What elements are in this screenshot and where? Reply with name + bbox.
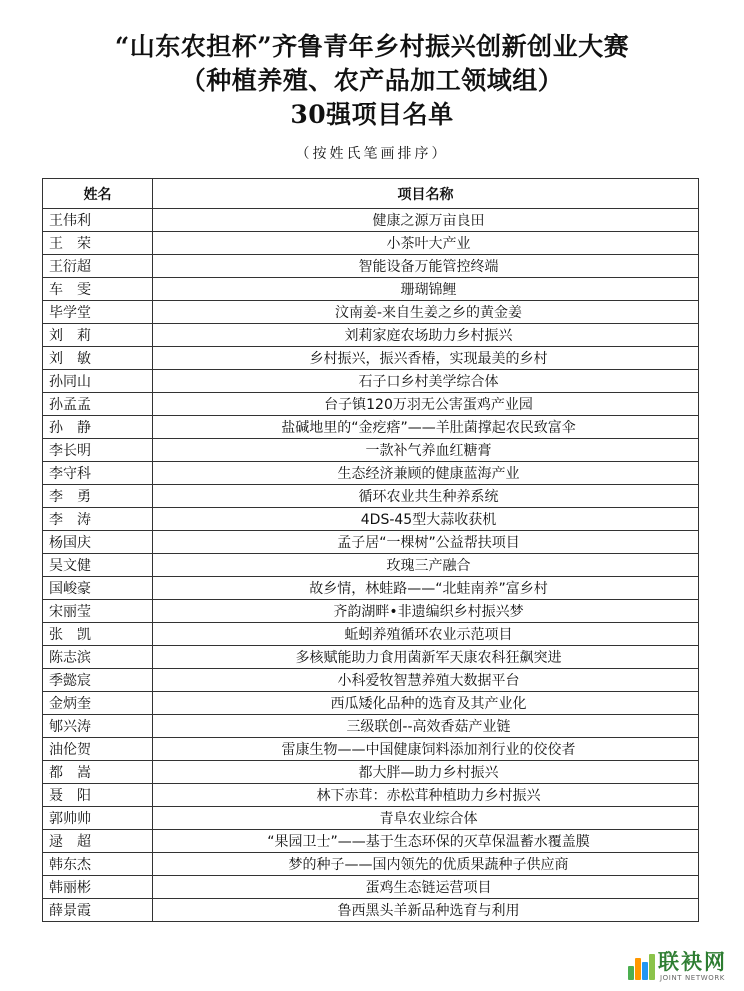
logo-bar — [628, 966, 634, 980]
row-name: 王伟利 — [43, 209, 153, 232]
table-row — [43, 623, 699, 646]
row-project: 林下赤茸：赤松茸种植助力乡村振兴 — [153, 784, 699, 807]
row-project: 蚯蚓养殖循环农业示范项目 — [153, 623, 699, 646]
row-name: 王 荣 — [43, 232, 153, 255]
table-row — [43, 853, 699, 876]
table-row — [43, 485, 699, 508]
logo-bar — [649, 954, 655, 980]
table-row — [43, 531, 699, 554]
row-project: 蛋鸡生态链运营项目 — [153, 876, 699, 899]
row-project: 刘莉家庭农场助力乡村振兴 — [153, 324, 699, 347]
project-table — [42, 178, 699, 922]
row-project: 鲁西黑头羊新品种选育与利用 — [153, 899, 699, 922]
row-project: 健康之源万亩良田 — [153, 209, 699, 232]
table-body — [43, 209, 699, 922]
row-name: 国峻豪 — [43, 577, 153, 600]
row-name: 刘 敏 — [43, 347, 153, 370]
logo-bar — [642, 962, 648, 980]
row-project: 孟子居“一棵树”公益帮扶项目 — [153, 531, 699, 554]
table-row — [43, 784, 699, 807]
row-project: 雷康生物——中国健康饲料添加剂行业的佼佼者 — [153, 738, 699, 761]
table-row — [43, 830, 699, 853]
row-name: 孙 静 — [43, 416, 153, 439]
table-row — [43, 577, 699, 600]
table-row — [43, 278, 699, 301]
row-project: 故乡情，林蛙路——“北蛙南养”富乡村 — [153, 577, 699, 600]
table-row — [43, 738, 699, 761]
table-row — [43, 692, 699, 715]
row-project: 生态经济兼顾的健康蓝海产业 — [153, 462, 699, 485]
row-project: 多核赋能助力食用菌新军天康农科狂飙突进 — [153, 646, 699, 669]
table-row — [43, 761, 699, 784]
row-name: 李守科 — [43, 462, 153, 485]
row-name: 刘 莉 — [43, 324, 153, 347]
row-name: 孙同山 — [43, 370, 153, 393]
watermark-subtext: JOINT NETWORK — [660, 974, 725, 982]
row-name: 韩东杰 — [43, 853, 153, 876]
table-row — [43, 554, 699, 577]
title-line-3: 30强项目名单 — [290, 100, 454, 129]
row-project: 三级联创--高效香菇产业链 — [153, 715, 699, 738]
table-row — [43, 255, 699, 278]
title-line-2: （种植养殖、农产品加工领域组） — [180, 66, 564, 95]
row-project: 青阜农业综合体 — [153, 807, 699, 830]
table-row — [43, 209, 699, 232]
table-row — [43, 876, 699, 899]
row-project: 台子镇120万羽无公害蛋鸡产业园 — [153, 393, 699, 416]
table-row — [43, 807, 699, 830]
row-name: 油伦贺 — [43, 738, 153, 761]
row-project: 乡村振兴，振兴香椿，实现最美的乡村 — [153, 347, 699, 370]
row-project: 珊瑚锦鲤 — [153, 278, 699, 301]
row-name: 李 勇 — [43, 485, 153, 508]
table-row — [43, 393, 699, 416]
table-row — [43, 899, 699, 922]
sort-note: （按姓氏笔画排序） — [295, 146, 449, 162]
row-project: 梦的种子——国内领先的优质果蔬种子供应商 — [153, 853, 699, 876]
table-row — [43, 715, 699, 738]
header-name: 姓名 — [43, 179, 153, 209]
table-row — [43, 669, 699, 692]
table-row — [43, 370, 699, 393]
table-row — [43, 347, 699, 370]
table-row — [43, 232, 699, 255]
row-project: 盐碱地里的“金疙瘩”——羊肚菌撑起农民致富伞 — [153, 416, 699, 439]
row-name: 聂 阳 — [43, 784, 153, 807]
row-project: 齐韵湖畔•非遗编织乡村振兴梦 — [153, 600, 699, 623]
table-row — [43, 600, 699, 623]
row-name: 郇兴涛 — [43, 715, 153, 738]
title-block — [0, 30, 744, 132]
row-project: 石子口乡村美学综合体 — [153, 370, 699, 393]
row-project: 西瓜矮化品种的选育及其产业化 — [153, 692, 699, 715]
row-project: 都大胖—助力乡村振兴 — [153, 761, 699, 784]
row-project: 一款补气养血红糖膏 — [153, 439, 699, 462]
row-name: 李长明 — [43, 439, 153, 462]
row-project: 4DS-45型大蒜收获机 — [153, 508, 699, 531]
row-name: 薛景霞 — [43, 899, 153, 922]
row-project: 循环农业共生种养系统 — [153, 485, 699, 508]
table-header-row — [43, 179, 699, 209]
row-project: “果园卫士”——基于生态环保的灭草保温蓄水覆盖膜 — [153, 830, 699, 853]
table-row — [43, 508, 699, 531]
row-name: 陈志滨 — [43, 646, 153, 669]
row-name: 李 涛 — [43, 508, 153, 531]
row-name: 吴文健 — [43, 554, 153, 577]
watermark-logo — [628, 950, 740, 986]
table-row — [43, 416, 699, 439]
table-row — [43, 324, 699, 347]
row-name: 孙孟孟 — [43, 393, 153, 416]
title-line-1: “山东农担杯”齐鲁青年乡村振兴创新创业大赛 — [114, 32, 630, 61]
row-name: 杨国庆 — [43, 531, 153, 554]
row-name: 宋丽莹 — [43, 600, 153, 623]
row-name: 车 雯 — [43, 278, 153, 301]
row-name: 王衍超 — [43, 255, 153, 278]
table-row — [43, 301, 699, 324]
row-project: 玫瑰三产融合 — [153, 554, 699, 577]
table-row — [43, 439, 699, 462]
row-name: 韩丽彬 — [43, 876, 153, 899]
table-row — [43, 462, 699, 485]
row-project: 智能设备万能管控终端 — [153, 255, 699, 278]
row-project: 小茶叶大产业 — [153, 232, 699, 255]
row-name: 都 嵩 — [43, 761, 153, 784]
bar-chart-logo-icon — [628, 954, 654, 980]
row-project: 小科爱牧智慧养殖大数据平台 — [153, 669, 699, 692]
row-name: 毕学堂 — [43, 301, 153, 324]
row-project: 汶南姜-来自生姜之乡的黄金姜 — [153, 301, 699, 324]
watermark-text: 联袂网 — [658, 950, 727, 974]
row-name: 郭帅帅 — [43, 807, 153, 830]
header-project: 项目名称 — [153, 179, 699, 209]
logo-bar — [635, 958, 641, 980]
row-name: 金炳奎 — [43, 692, 153, 715]
row-name: 季懿宸 — [43, 669, 153, 692]
row-name: 逯 超 — [43, 830, 153, 853]
row-name: 张 凯 — [43, 623, 153, 646]
table-row — [43, 646, 699, 669]
